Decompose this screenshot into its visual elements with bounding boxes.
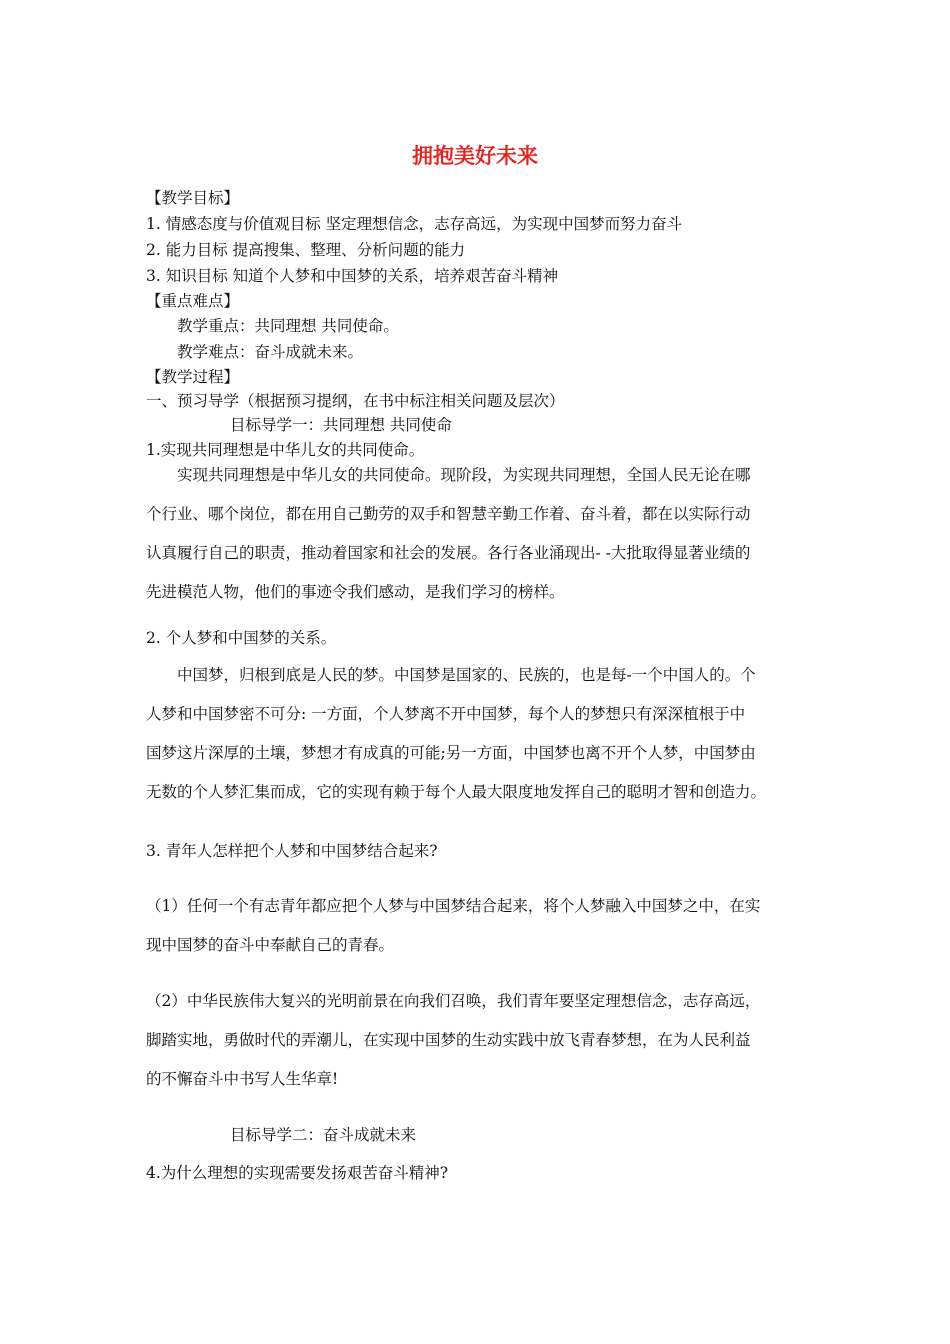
answer-1-line: （1）任何一个有志青年都应把个人梦与中国梦结合起来，将个人梦融入中国梦之中，在实: [146, 897, 761, 915]
question-2: 2. 个人梦和中国梦的关系。: [146, 629, 337, 647]
goal-item-3: 3. 知识目标 知道个人梦和中国梦的关系，培养艰苦奋斗精神: [146, 267, 559, 285]
paragraph-2-line: 国梦这片深厚的土壤，梦想才有成真的可能;另一方面，中国梦也离不开个人梦，中国梦由: [146, 744, 756, 762]
section-preview-guide: 一、预习导学（根据预习提纲，在书中标注相关问题及层次）: [146, 392, 565, 410]
paragraph-1-line: 个行业、哪个岗位，都在用自己勤劳的双手和智慧辛勤工作着、奋斗着，都在以实际行动: [146, 505, 751, 523]
question-1: 1.实现共同理想是中华儿女的共同使命。: [146, 441, 425, 459]
answer-2-line: 脚踏实地，勇做时代的弄潮儿，在实现中国梦的生动实践中放飞青春梦想，在为人民利益: [146, 1031, 751, 1049]
key-difficulty-header: 【重点难点】: [146, 292, 240, 310]
difficult-point: 教学难点：奋斗成就未来。: [177, 343, 364, 361]
paragraph-1-line: 实现共同理想是中华儿女的共同使命。现阶段，为实现共同理想，全国人民无论在哪: [177, 466, 751, 484]
key-point: 教学重点：共同理想 共同使命。: [177, 317, 399, 335]
question-3: 3. 青年人怎样把个人梦和中国梦结合起来?: [146, 842, 438, 860]
goal-item-1: 1. 情感态度与价值观目标 坚定理想信念，志存高远，为实现中国梦而努力奋斗: [146, 215, 683, 233]
goals-header: 【教学目标】: [146, 189, 240, 207]
answer-2-line: 的不懈奋斗中书写人生华章!: [146, 1070, 339, 1088]
guide-heading-2: 目标导学二：奋斗成就未来: [230, 1126, 417, 1144]
answer-2: [146, 982, 810, 1099]
paragraph-2-line: 无数的个人梦汇集而成，它的实现有赖于每个人最大限度地发挥自己的聪明才智和创造力。: [146, 783, 767, 801]
question-4: 4.为什么理想的实现需要发扬艰苦奋斗精神?: [146, 1164, 449, 1182]
goal-item-2: 2. 能力目标 提高搜集、整理、分析问题的能力: [146, 241, 466, 259]
answer-1: [146, 887, 810, 965]
paragraph-2: [146, 656, 810, 812]
paragraph-2-line: 中国梦，归根到底是人民的梦。中国梦是国家的、民族的，也是每-一个中国人的。个: [177, 666, 756, 684]
answer-1-line: 现中国梦的奋斗中奉献自己的青春。: [146, 936, 395, 954]
process-header: 【教学过程】: [146, 368, 240, 386]
paragraph-2-line: 人梦和中国梦密不可分: 一方面，个人梦离不开中国梦，每个人的梦想只有深深植根于中: [146, 705, 746, 723]
paragraph-1-line: 认真履行自己的职责，推动着国家和社会的发展。各行各业涌现出- -大批取得显著业绩的: [146, 544, 751, 562]
document-title: 拥抱美好未来: [412, 144, 538, 168]
paragraph-1: [146, 456, 810, 612]
answer-2-line: （2）中华民族伟大复兴的光明前景在向我们召唤，我们青年要坚定理想信念，志存高远，: [146, 992, 761, 1010]
guide-heading-1: 目标导学一：共同理想 共同使命: [230, 416, 452, 434]
paragraph-1-line: 先进模范人物，他们的事迹令我们感动，是我们学习的榜样。: [146, 583, 565, 601]
